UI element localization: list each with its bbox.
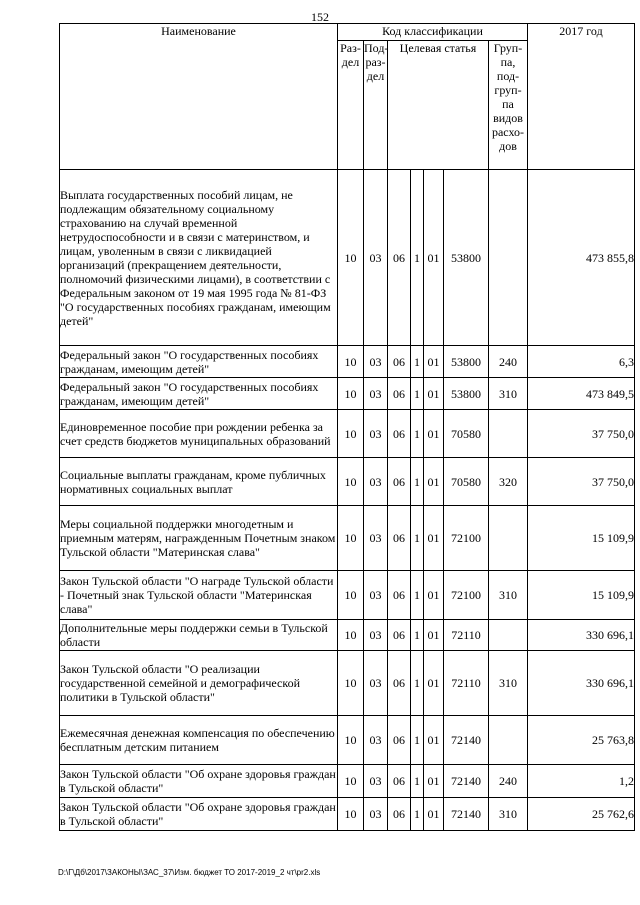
table-row bbox=[60, 378, 635, 410]
table-cell-group: 310 bbox=[489, 571, 528, 620]
table-cell-target-1: 06 bbox=[388, 170, 411, 346]
table-cell-group bbox=[489, 170, 528, 346]
table-cell-target-2: 1 bbox=[411, 620, 424, 651]
table-cell-group: 240 bbox=[489, 765, 528, 798]
table-cell-amount: 1,2 bbox=[528, 765, 635, 798]
table-cell-podrazdel: 03 bbox=[364, 458, 388, 506]
table-cell-razdel: 10 bbox=[338, 571, 364, 620]
table-cell-target-4: 72140 bbox=[444, 798, 489, 831]
table-cell-target-2: 1 bbox=[411, 170, 424, 346]
table-cell-target-4: 53800 bbox=[444, 170, 489, 346]
table-cell-target-4: 72100 bbox=[444, 506, 489, 571]
table-cell-target-3: 01 bbox=[424, 798, 444, 831]
table-cell-podrazdel: 03 bbox=[364, 651, 388, 716]
table-cell-amount: 6,3 bbox=[528, 346, 635, 378]
table-cell-name: Ежемесячная денежная компенсация по обеспечению бесплатным детским питанием bbox=[60, 716, 338, 765]
table-cell-name: Дополнительные меры поддержки семьи в Тульской области bbox=[60, 620, 338, 651]
table-cell-group: 310 bbox=[489, 798, 528, 831]
table-cell-target-2: 1 bbox=[411, 506, 424, 571]
table-cell-razdel: 10 bbox=[338, 378, 364, 410]
table-cell-target-2: 1 bbox=[411, 458, 424, 506]
table-cell-amount: 15 109,9 bbox=[528, 506, 635, 571]
table-cell-target-3: 01 bbox=[424, 620, 444, 651]
table-cell-group: 240 bbox=[489, 346, 528, 378]
header-name: Наименование bbox=[60, 24, 338, 170]
table-cell-target-4: 70580 bbox=[444, 410, 489, 458]
table-cell-name: Закон Тульской области "Об охране здоровья граждан в Тульской области" bbox=[60, 798, 338, 831]
table-cell-target-3: 01 bbox=[424, 410, 444, 458]
table-cell-amount: 15 109,9 bbox=[528, 571, 635, 620]
table-cell-amount: 25 762,6 bbox=[528, 798, 635, 831]
table-cell-razdel: 10 bbox=[338, 506, 364, 571]
table-cell-group bbox=[489, 716, 528, 765]
file-path-footer: D:\Г\Дб\2017\ЗАКОНЫ\ЗАС_37\Изм. бюджет ТО 2017-2019_2 чт\pr2.xls bbox=[58, 868, 321, 877]
table-cell-amount: 330 696,1 bbox=[528, 620, 635, 651]
table-cell-name: Закон Тульской области "Об охране здоровья граждан в Тульской области" bbox=[60, 765, 338, 798]
table-cell-target-2: 1 bbox=[411, 651, 424, 716]
table-cell-target-2: 1 bbox=[411, 798, 424, 831]
table-row bbox=[60, 716, 635, 765]
header-podrazdel: Под- раз- дел bbox=[364, 41, 388, 170]
table-cell-podrazdel: 03 bbox=[364, 765, 388, 798]
table-cell-podrazdel: 03 bbox=[364, 170, 388, 346]
table-row bbox=[60, 410, 635, 458]
header-code-classification: Код классификации bbox=[338, 24, 528, 41]
table-cell-target-4: 53800 bbox=[444, 346, 489, 378]
table-cell-name: Единовременное пособие при рождении ребенка за счет средств бюджетов муниципальных образований bbox=[60, 410, 338, 458]
table-cell-name: Меры социальной поддержки многодетным и приемным матерям, награжденным Почетным знаком Тульской области "Материнская слава" bbox=[60, 506, 338, 571]
table-cell-target-1: 06 bbox=[388, 506, 411, 571]
table-cell-target-4: 72140 bbox=[444, 716, 489, 765]
table-cell-target-3: 01 bbox=[424, 765, 444, 798]
table-cell-razdel: 10 bbox=[338, 410, 364, 458]
table-cell-target-3: 01 bbox=[424, 346, 444, 378]
header-target-article: Целевая статья bbox=[388, 41, 489, 170]
table-cell-target-1: 06 bbox=[388, 765, 411, 798]
table-cell-amount: 37 750,0 bbox=[528, 458, 635, 506]
table-cell-name: Закон Тульской области "О реализации государственной семейной и демографической политики в Тульской области" bbox=[60, 651, 338, 716]
table-cell-target-1: 06 bbox=[388, 458, 411, 506]
budget-table bbox=[59, 23, 635, 831]
table-cell-razdel: 10 bbox=[338, 458, 364, 506]
table-cell-podrazdel: 03 bbox=[364, 346, 388, 378]
page-number: 152 bbox=[311, 10, 329, 24]
table-row bbox=[60, 170, 635, 346]
table-cell-podrazdel: 03 bbox=[364, 506, 388, 571]
table-cell-podrazdel: 03 bbox=[364, 716, 388, 765]
table-cell-target-4: 72140 bbox=[444, 765, 489, 798]
header-year: 2017 год bbox=[528, 24, 635, 170]
table-cell-group: 310 bbox=[489, 651, 528, 716]
table-cell-group: 310 bbox=[489, 378, 528, 410]
table-cell-target-1: 06 bbox=[388, 651, 411, 716]
table-cell-target-3: 01 bbox=[424, 506, 444, 571]
table-cell-target-2: 1 bbox=[411, 765, 424, 798]
table-cell-amount: 330 696,1 bbox=[528, 651, 635, 716]
table-cell-name: Федеральный закон "О государственных пособиях гражданам, имеющим детей" bbox=[60, 346, 338, 378]
table-cell-target-4: 72100 bbox=[444, 571, 489, 620]
table-cell-razdel: 10 bbox=[338, 346, 364, 378]
table-cell-target-2: 1 bbox=[411, 378, 424, 410]
table-cell-amount: 37 750,0 bbox=[528, 410, 635, 458]
table-row bbox=[60, 506, 635, 571]
table-cell-name: Социальные выплаты гражданам, кроме публичных нормативных социальных выплат bbox=[60, 458, 338, 506]
table-cell-amount: 473 849,5 bbox=[528, 378, 635, 410]
table-cell-razdel: 10 bbox=[338, 170, 364, 346]
table-cell-group bbox=[489, 620, 528, 651]
table-cell-target-3: 01 bbox=[424, 651, 444, 716]
table-cell-target-2: 1 bbox=[411, 410, 424, 458]
table-cell-target-1: 06 bbox=[388, 378, 411, 410]
table-cell-target-4: 70580 bbox=[444, 458, 489, 506]
table-cell-target-1: 06 bbox=[388, 620, 411, 651]
table-cell-name: Федеральный закон "О государственных пособиях гражданам, имеющим детей" bbox=[60, 378, 338, 410]
table-body bbox=[60, 170, 635, 831]
table-cell-group: 320 bbox=[489, 458, 528, 506]
table-cell-target-3: 01 bbox=[424, 458, 444, 506]
table-row bbox=[60, 651, 635, 716]
table-row bbox=[60, 798, 635, 831]
table-cell-target-4: 53800 bbox=[444, 378, 489, 410]
table-cell-target-3: 01 bbox=[424, 378, 444, 410]
table-cell-target-3: 01 bbox=[424, 571, 444, 620]
table-cell-razdel: 10 bbox=[338, 765, 364, 798]
table-row bbox=[60, 346, 635, 378]
table-cell-razdel: 10 bbox=[338, 798, 364, 831]
table-cell-amount: 473 855,8 bbox=[528, 170, 635, 346]
table-row bbox=[60, 571, 635, 620]
table-cell-target-1: 06 bbox=[388, 410, 411, 458]
table-cell-target-2: 1 bbox=[411, 571, 424, 620]
table-row bbox=[60, 765, 635, 798]
table-cell-podrazdel: 03 bbox=[364, 571, 388, 620]
table-cell-target-3: 01 bbox=[424, 170, 444, 346]
table-row bbox=[60, 458, 635, 506]
table-cell-target-1: 06 bbox=[388, 346, 411, 378]
table-cell-name: Выплата государственных пособий лицам, не подлежащим обязательному социальному страхованию на случай временной нетрудоспособности и в связи с материнством, и лицам, уволенным в связи с ликвидацией организаций (прекращением деятельности, полномочий физическими лицами), в соответствии с Федеральным законом от 19 мая 1995 года № 81-ФЗ "О государственных пособиях гражданам, имеющим детей" bbox=[60, 170, 338, 346]
table-row bbox=[60, 620, 635, 651]
table-cell-razdel: 10 bbox=[338, 620, 364, 651]
table-cell-target-2: 1 bbox=[411, 716, 424, 765]
header-group: Груп- па, под- груп- па видов расхо- дов bbox=[489, 41, 528, 170]
table-cell-target-1: 06 bbox=[388, 716, 411, 765]
table-cell-razdel: 10 bbox=[338, 716, 364, 765]
table-cell-target-3: 01 bbox=[424, 716, 444, 765]
table-cell-group bbox=[489, 506, 528, 571]
table-cell-podrazdel: 03 bbox=[364, 378, 388, 410]
table-cell-podrazdel: 03 bbox=[364, 620, 388, 651]
table-cell-target-1: 06 bbox=[388, 571, 411, 620]
table-cell-target-4: 72110 bbox=[444, 620, 489, 651]
header-razdel: Раз- дел bbox=[338, 41, 364, 170]
table-cell-amount: 25 763,8 bbox=[528, 716, 635, 765]
table-cell-target-1: 06 bbox=[388, 798, 411, 831]
table-cell-group bbox=[489, 410, 528, 458]
table-cell-target-2: 1 bbox=[411, 346, 424, 378]
table-cell-target-4: 72110 bbox=[444, 651, 489, 716]
table-cell-razdel: 10 bbox=[338, 651, 364, 716]
table-cell-name: Закон Тульской области "О награде Тульской области - Почетный знак Тульской области "Материнская слава" bbox=[60, 571, 338, 620]
table-cell-podrazdel: 03 bbox=[364, 410, 388, 458]
table-cell-podrazdel: 03 bbox=[364, 798, 388, 831]
